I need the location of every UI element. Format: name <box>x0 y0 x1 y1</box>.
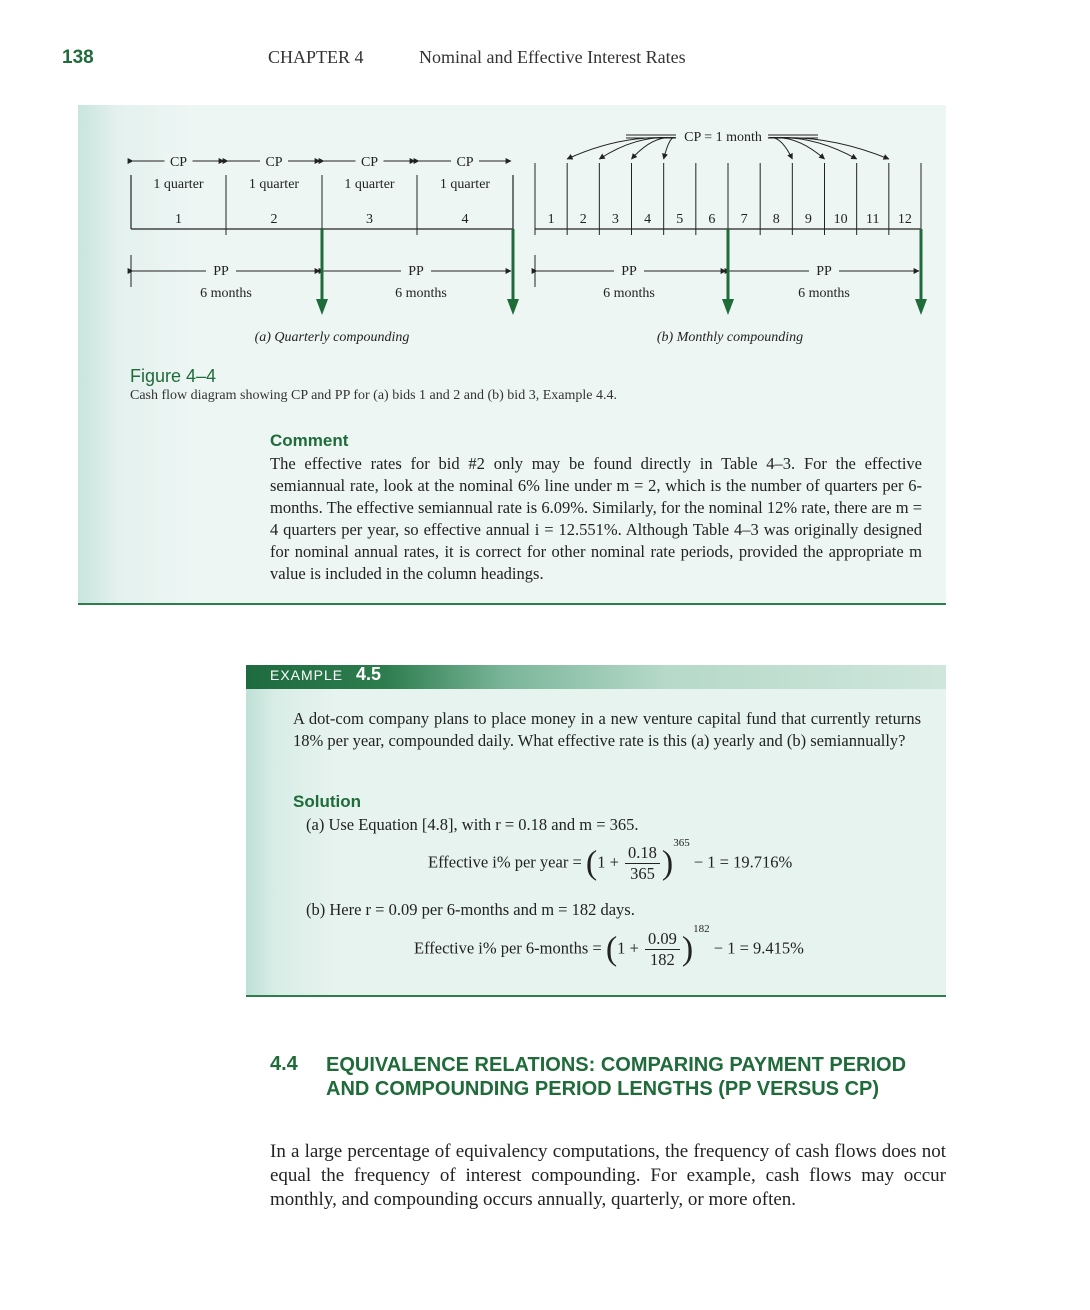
month-number-9: 9 <box>804 212 812 227</box>
cp-period-a-3: 1 quarter <box>344 177 395 192</box>
cp-label-a-4: CP <box>456 155 474 170</box>
payment-arrow-a-1 <box>316 299 328 315</box>
payment-arrow-b-1 <box>722 299 734 315</box>
month-number-11: 11 <box>866 212 880 227</box>
solution-part-a: (a) Use Equation [4.8], with r = 0.18 and m = 365. <box>306 815 639 834</box>
quarter-number-1: 1 <box>175 212 182 227</box>
caption-b: (b) Monthly compounding <box>656 330 804 345</box>
payment-arrow-b-2 <box>915 299 927 315</box>
equation-a-rhs: − 1 = 19.716% <box>693 852 793 872</box>
payment-arrow-a-2 <box>507 299 519 315</box>
figure-divider <box>78 603 946 605</box>
cash-flow-diagram <box>78 105 946 355</box>
cp-label-a-2: CP <box>265 155 283 170</box>
month-number-7: 7 <box>740 212 748 227</box>
equation-a-exponent: 365 <box>673 837 690 849</box>
month-number-5: 5 <box>676 212 684 227</box>
pp-period-a-2: 6 months <box>395 286 447 301</box>
cp-label-a-1: CP <box>169 155 188 170</box>
equation-a: Effective i% per year = (1 + $\frac{0.18}{365}$ )$^{365}$ − 1 = 19.716% <box>428 837 793 883</box>
solution-part-b: (b) Here r = 0.09 per 6-months and m = 182 days. <box>306 900 635 919</box>
equation-b-denominator: 182 <box>650 950 675 969</box>
figure-caption: Cash flow diagram showing CP and PP for (a) bids 1 and 2 and (b) bid 3, Example 4.4. <box>130 388 617 403</box>
equation-b-numerator: 0.09 <box>645 929 680 950</box>
caption-a: (a) Quarterly compounding <box>254 330 410 345</box>
month-number-8: 8 <box>772 212 780 227</box>
equation-a-denominator: 365 <box>630 864 655 883</box>
pp-period-b-1: 6 months <box>603 286 655 301</box>
equation-a-one-plus: 1 + <box>597 852 619 872</box>
equation-b-one-plus: 1 + <box>617 938 639 958</box>
month-number-1: 1 <box>547 212 555 227</box>
example-divider <box>246 995 946 997</box>
quarter-number-3: 3 <box>366 212 373 227</box>
section-title: EQUIVALENCE RELATIONS: COMPARING PAYMENT PERIOD AND COMPOUNDING PERIOD LENGTHS (PP VERSUS CP) <box>326 1054 907 1100</box>
month-number-10: 10 <box>833 212 848 227</box>
comment-body: The effective rates for bid #2 only may be found directly in Table 4–3. For the effective semiannual rate, look at the nominal 6% line under m = 2, which is the number of quarters per 6-months. The effective semiannual rate is 6.09%. Similarly, for the nominal 12% rate, there are m = 4 quarters per year, so effective annual i = 12.551%. Although Table 4–3 was originally designed for nominal annual rates, it is correct for other nominal rate periods, provided the appropriate m value is included in the column headings. <box>270 454 922 583</box>
example-problem: A dot-com company plans to place money in a new venture capital fund that currently returns 18% per year, compounded daily. What effective rate is this (a) yearly and (b) semiannually? <box>293 709 921 750</box>
example-banner <box>246 665 946 689</box>
cp-period-a-1: 1 quarter <box>153 177 204 192</box>
comment-heading: Comment <box>270 431 349 450</box>
running-head-chapter: CHAPTER 4 <box>268 47 364 67</box>
month-number-3: 3 <box>611 212 619 227</box>
equation-b: Effective i% per 6-months = (1 + $\frac{0.09}{182}$ )$^{182}$ − 1 = 9.415% <box>414 923 804 969</box>
equation-b-rhs: − 1 = 9.415% <box>713 938 804 958</box>
quarter-number-4: 4 <box>461 212 469 227</box>
cp-header-b: CP = 1 month <box>684 130 762 145</box>
pp-period-b-2: 6 months <box>798 286 850 301</box>
pp-period-a-1: 6 months <box>200 286 252 301</box>
month-number-6: 6 <box>708 212 716 227</box>
solution-heading: Solution <box>293 792 361 811</box>
equation-a-lhs: Effective i% per year = <box>428 852 582 872</box>
example-label: EXAMPLE <box>270 667 344 683</box>
equation-b-lhs: Effective i% per 6-months = <box>414 938 602 958</box>
page-number: 138 <box>62 47 94 68</box>
diagram-quarterly <box>131 154 519 345</box>
cp-period-a-2: 1 quarter <box>248 177 300 192</box>
pp-label-b-2: PP <box>816 264 832 279</box>
month-number-2: 2 <box>579 212 587 227</box>
quarter-number-2: 2 <box>270 212 278 227</box>
example-number: 4.5 <box>356 664 382 684</box>
equation-a-numerator: 0.18 <box>625 843 660 864</box>
diagram-monthly <box>535 130 927 345</box>
pp-label-a-2: PP <box>408 264 424 279</box>
running-head-title: Nominal and Effective Interest Rates <box>419 47 686 67</box>
pp-label-a-1: PP <box>213 264 229 279</box>
section-body: In a large percentage of equivalency computations, the frequency of cash flows does not equal the frequency of interest compounding. For example, cash flows may occur monthly, and compounding occurs annually, quarterly, or more often. <box>270 1141 946 1210</box>
cp-period-a-4: 1 quarter <box>439 177 491 192</box>
cp-label-a-3: CP <box>360 155 379 170</box>
equation-b-exponent: 182 <box>693 923 710 935</box>
month-number-12: 12 <box>897 212 912 227</box>
equation-a-fraction <box>625 843 660 884</box>
figure-label: Figure 4–4 <box>130 366 217 386</box>
section-number: 4.4 <box>270 1053 298 1075</box>
equation-b-fraction <box>645 929 680 970</box>
month-number-4: 4 <box>644 212 652 227</box>
pp-label-b-1: PP <box>621 264 637 279</box>
